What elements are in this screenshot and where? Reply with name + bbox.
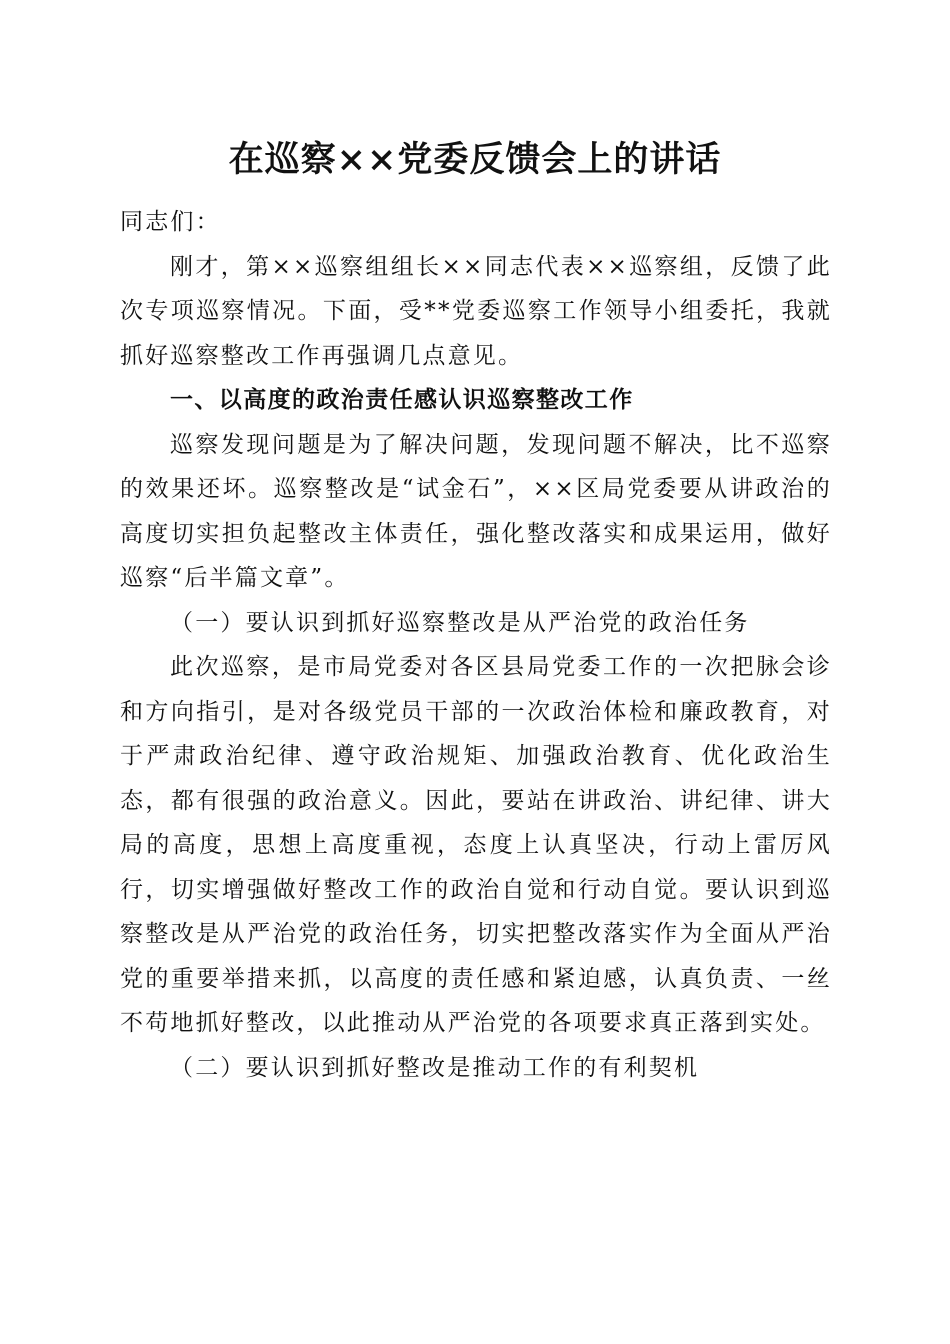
- document-body: [120, 200, 832, 1090]
- subsection-heading-1: （一）要认识到抓好巡察整改是从严治党的政治任务: [170, 609, 750, 636]
- paragraph-intro: 刚才，第××巡察组组长××同志代表××巡察组，反馈了此次专项巡察情况。下面，受**党委巡察工作领导小组委托，我就抓好巡察整改工作再强调几点意见。: [120, 253, 832, 369]
- subsection-heading-2: （二）要认识到抓好整改是推动工作的有利契机: [170, 1054, 700, 1081]
- paragraph-subsection-1: 此次巡察，是市局党委对各区县局党委工作的一次把脉会诊和方向指引，是对各级党员干部的一次政治体检和廉政教育，对于严肃政治纪律、遵守政治规矩、加强政治教育、优化政治生态，都有很强的政治意义。因此，要站在讲政治、讲纪律、讲大局的高度，思想上高度重视，态度上认真坚决，行动上雷厉风行，切实增强做好整改工作的政治自觉和行动自觉。要认识到巡察整改是从严治党的政治任务，切实把整改落实作为全面从严治党的重要举措来抓，以高度的责任感和紧迫感，认真负责、一丝不苟地抓好整改，以此推动从严治党的各项要求真正落到实处。: [120, 654, 832, 1036]
- document-title: 在巡察××党委反馈会上的讲话: [228, 139, 722, 180]
- section-heading-1: 一、以高度的政治责任感认识巡察整改工作: [170, 387, 634, 413]
- paragraph-section-1: 巡察发现问题是为了解决问题，发现问题不解决，比不巡察的效果还坏。巡察整改是“试金石”，××区局党委要从讲政治的高度切实担负起整改主体责任，强化整改落实和成果运用，做好巡察“后半篇文章”。: [120, 431, 832, 591]
- salutation: 同志们：: [120, 209, 221, 235]
